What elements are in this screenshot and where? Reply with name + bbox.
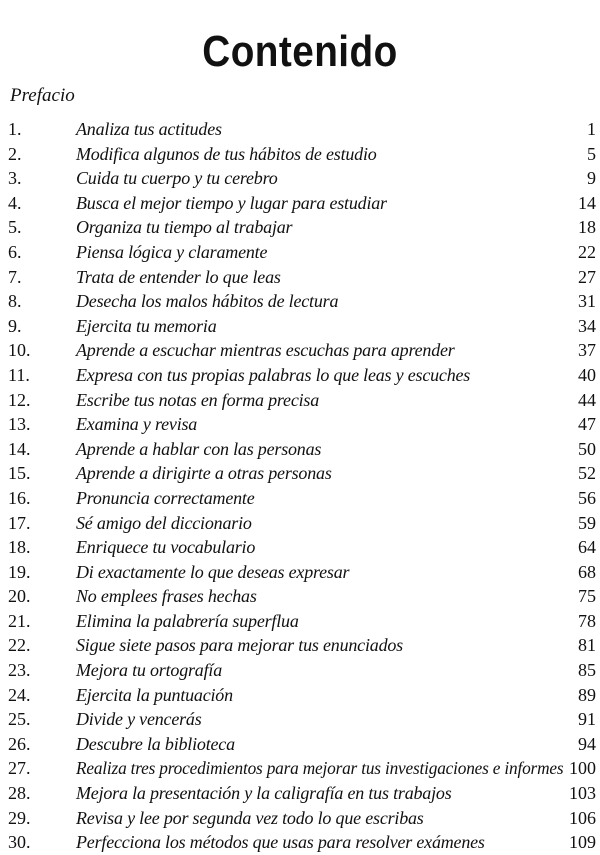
toc-entry bbox=[0, 461, 600, 486]
toc-entry-page: 22 bbox=[578, 241, 596, 262]
toc-entry bbox=[0, 806, 600, 831]
toc-entry-number: 18. bbox=[8, 537, 31, 558]
toc-entry bbox=[0, 166, 600, 191]
toc-entry bbox=[0, 142, 600, 167]
toc-entry-title: Escribe tus notas en forma precisa bbox=[76, 389, 320, 410]
toc-entry-number: 2. bbox=[8, 143, 22, 164]
toc-entry-number: 13. bbox=[8, 414, 31, 435]
toc-entry bbox=[0, 117, 600, 142]
toc-entry bbox=[0, 314, 600, 339]
toc-entry-page: 64 bbox=[578, 537, 596, 558]
toc-entry-title: Elimina la palabrería superflua bbox=[76, 610, 299, 631]
toc-entry bbox=[0, 215, 600, 240]
toc-entry-page: 1 bbox=[587, 119, 596, 139]
toc-entry-page: 56 bbox=[578, 487, 596, 508]
toc-entry-title: Revisa y lee por segunda vez todo lo que escribas bbox=[76, 807, 424, 828]
toc-entry bbox=[0, 609, 600, 634]
toc-entry bbox=[0, 560, 600, 585]
toc-entry-number: 29. bbox=[8, 807, 31, 828]
toc-entry-page: 52 bbox=[578, 463, 596, 484]
toc-entry bbox=[0, 338, 600, 363]
toc-entry-number: 23. bbox=[8, 660, 31, 681]
toc-entry-number: 10. bbox=[8, 340, 31, 361]
toc-entry-number: 19. bbox=[8, 561, 31, 582]
toc-entry-title: Aprende a dirigirte a otras personas bbox=[76, 463, 332, 484]
toc-entry bbox=[0, 289, 600, 314]
toc-entry-number: 8. bbox=[8, 291, 22, 312]
toc-entry-title: Piensa lógica y claramente bbox=[76, 241, 268, 262]
toc-entry-page: 109 bbox=[569, 832, 596, 853]
toc-entry-title: Ejercita tu memoria bbox=[76, 315, 217, 336]
toc-entry-number: 20. bbox=[8, 586, 31, 607]
toc-entry-title: Descubre la biblioteca bbox=[76, 733, 235, 754]
toc-entry-title: Cuida tu cuerpo y tu cerebro bbox=[76, 168, 278, 189]
toc-entry-page: 59 bbox=[578, 512, 596, 533]
toc-entry-number: 14. bbox=[8, 438, 31, 459]
toc-entry-title: Busca el mejor tiempo y lugar para estudiar bbox=[76, 192, 387, 213]
toc-entry-title: Sigue siete pasos para mejorar tus enunciados bbox=[76, 635, 403, 656]
toc-entry-page: 14 bbox=[578, 192, 596, 213]
toc-entry-page: 103 bbox=[569, 783, 596, 804]
toc-entry bbox=[0, 486, 600, 511]
toc-entry-number: 1. bbox=[8, 119, 22, 139]
toc-entry bbox=[0, 707, 600, 732]
toc-entry bbox=[0, 191, 600, 216]
toc-entry-title: Trata de entender lo que leas bbox=[76, 266, 281, 287]
toc-entry-number: 3. bbox=[8, 168, 22, 189]
page-title: Contenido bbox=[202, 27, 398, 77]
toc-entry-title: Examina y revisa bbox=[76, 414, 198, 435]
toc-entry bbox=[0, 756, 600, 781]
toc-entry-title: Modifica algunos de tus hábitos de estudio bbox=[76, 143, 377, 164]
toc-entry-number: 7. bbox=[8, 266, 22, 287]
toc-entry-number: 12. bbox=[8, 389, 31, 410]
toc-entry-title: Desecha los malos hábitos de lectura bbox=[76, 291, 339, 312]
toc-entry-number: 26. bbox=[8, 733, 31, 754]
toc-entry bbox=[0, 732, 600, 757]
toc-entry-page: 50 bbox=[578, 438, 596, 459]
toc-entry-number: 24. bbox=[8, 684, 31, 705]
toc-entry-number: 17. bbox=[8, 512, 31, 533]
toc-entry-page: 34 bbox=[578, 315, 596, 336]
toc-entry-number: 15. bbox=[8, 463, 31, 484]
toc-entry-title: Expresa con tus propias palabras lo que leas y escuches bbox=[76, 364, 471, 385]
toc-entry-page: 27 bbox=[578, 266, 596, 287]
toc-entry-page: 100 bbox=[569, 758, 596, 779]
toc-entry bbox=[0, 683, 600, 708]
toc-entry-page: 78 bbox=[578, 610, 596, 631]
toc-entry-title: No emplees frases hechas bbox=[76, 586, 257, 607]
toc-entry-title: Divide y vencerás bbox=[76, 709, 202, 730]
toc-entry bbox=[0, 535, 600, 560]
toc-entry-page: 106 bbox=[569, 807, 596, 828]
toc-entry-page: 18 bbox=[578, 217, 596, 238]
toc-entry bbox=[0, 388, 600, 413]
toc-entry-page: 89 bbox=[578, 684, 596, 705]
toc-entry-number: 30. bbox=[8, 832, 31, 853]
toc-entry-page: 75 bbox=[578, 586, 596, 607]
toc-entry-page: 44 bbox=[578, 389, 596, 410]
toc-entry-title: Organiza tu tiempo al trabajar bbox=[76, 217, 293, 238]
toc-entry bbox=[0, 830, 600, 855]
toc-entry bbox=[0, 240, 600, 265]
toc-entry-number: 16. bbox=[8, 487, 31, 508]
toc-entry-title: Sé amigo del diccionario bbox=[76, 512, 252, 533]
toc-entry-page: 9 bbox=[587, 168, 596, 189]
toc-entry bbox=[0, 437, 600, 462]
toc-entry-page: 94 bbox=[578, 733, 596, 754]
toc-entry-number: 9. bbox=[8, 315, 22, 336]
toc-entry-page: 81 bbox=[578, 635, 596, 656]
toc-entry-number: 4. bbox=[8, 192, 22, 213]
toc-entry-title: Ejercita la puntuación bbox=[76, 684, 233, 705]
toc-entry-title: Realiza tres procedimientos para mejorar tus investigaciones e informes bbox=[76, 758, 564, 779]
toc-entry-number: 11. bbox=[8, 364, 30, 385]
toc-entry-title: Aprende a escuchar mientras escuchas para aprender bbox=[76, 340, 455, 361]
toc-entry bbox=[0, 658, 600, 683]
toc-entry-number: 28. bbox=[8, 783, 31, 804]
toc-entry-title: Di exactamente lo que deseas expresar bbox=[76, 561, 350, 582]
toc-entry-number: 5. bbox=[8, 217, 22, 238]
toc-entry-title: Enriquece tu vocabulario bbox=[76, 537, 256, 558]
toc-entry-page: 85 bbox=[578, 660, 596, 681]
toc-entry-page: 91 bbox=[578, 709, 596, 730]
toc-entry bbox=[0, 363, 600, 388]
toc-entry-page: 47 bbox=[578, 414, 596, 435]
toc-entry-number: 22. bbox=[8, 635, 31, 656]
toc-entry-title: Analiza tus actitudes bbox=[76, 119, 222, 139]
toc-entry-page: 37 bbox=[578, 340, 596, 361]
toc-entry bbox=[0, 511, 600, 536]
toc-entry-page: 5 bbox=[587, 143, 596, 164]
toc-entry-number: 21. bbox=[8, 610, 31, 631]
toc-entry-page: 31 bbox=[578, 291, 596, 312]
toc-entry-title: Perfecciona los métodos que usas para resolver exámenes bbox=[76, 832, 485, 853]
toc-entry-number: 25. bbox=[8, 709, 31, 730]
preface-heading: Prefacio bbox=[10, 85, 75, 106]
toc-entry-title: Aprende a hablar con las personas bbox=[76, 438, 322, 459]
toc-entry bbox=[0, 633, 600, 658]
toc-entry-number: 6. bbox=[8, 241, 22, 262]
toc-entry-title: Mejora la presentación y la caligrafía en tus trabajos bbox=[76, 783, 452, 804]
table-of-contents bbox=[0, 117, 600, 855]
toc-entry bbox=[0, 265, 600, 290]
toc-entry-title: Mejora tu ortografía bbox=[76, 660, 223, 681]
toc-entry bbox=[0, 412, 600, 437]
toc-entry-page: 68 bbox=[578, 561, 596, 582]
toc-entry-title: Pronuncia correctamente bbox=[76, 487, 255, 508]
toc-entry-page: 40 bbox=[578, 364, 596, 385]
toc-entry bbox=[0, 781, 600, 806]
toc-entry-number: 27. bbox=[8, 758, 31, 779]
toc-entry bbox=[0, 584, 600, 609]
